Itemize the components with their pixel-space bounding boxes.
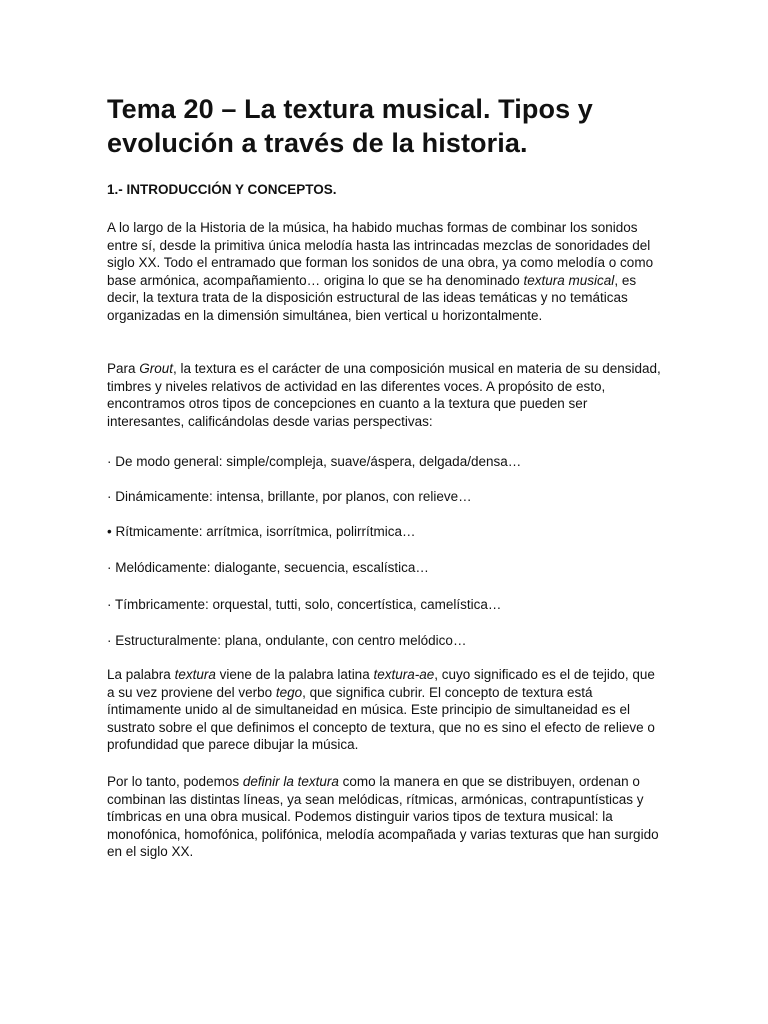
text-run: La palabra xyxy=(107,667,175,682)
text-run: A lo largo de la Historia de la música, ha habido muchas formas de combinar los sonidos entre sí, desde la primitiva única melodía hasta las intrincadas mezclas de sonoridades del siglo XX. Todo el entramado que forman los sonidos de una obra, ya como melodía o como base armónica, acompañamiento… origina lo que se ha denominado xyxy=(107,220,654,288)
paragraph-intro xyxy=(107,219,663,325)
list-item: • Rítmicamente: arrítmica, isorrítmica, polirrítmica… xyxy=(107,524,416,539)
paragraph-grout xyxy=(107,360,663,430)
list-item: · Dinámicamente: intensa, brillante, por planos, con relieve… xyxy=(107,489,472,504)
list-item: · Estructuralmente: plana, ondulante, con centro melódico… xyxy=(107,633,467,648)
italic-term: textura musical xyxy=(523,272,615,288)
document-body xyxy=(107,92,663,860)
text-run: , es decir, la textura trata de la disposición estructural de las ideas temáticas y no temáticas organizadas en la dimensión simultánea, bien vertical u horizontalmente. xyxy=(107,272,637,323)
document-title: Tema 20 – La textura musical. Tipos y evolución a través de la historia. xyxy=(107,94,593,158)
section-heading: 1.- INTRODUCCIÓN Y CONCEPTOS. xyxy=(107,182,337,197)
text-run: Para xyxy=(107,361,140,376)
paragraph-definition xyxy=(107,773,663,861)
text-run: como la manera en que se distribuyen, ordenan o combinan las distintas líneas, ya sean melódicas, rítmicas, armónicas, contrapuntísticas y tímbricas en una obra musical. Podemos distinguir varios tipos de textura musical: la monofónica, homofónica, polifónica, melodía acompañada y varias texturas que han surgido en el siglo XX. xyxy=(107,774,659,860)
list-item: · Melódicamente: dialogante, secuencia, escalística… xyxy=(107,560,429,575)
text-run: , cuyo significado es el de tejido, que a su vez proviene del verbo xyxy=(107,667,655,700)
italic-term: definir la textura xyxy=(242,774,339,789)
list-item: · De modo general: simple/compleja, suave/áspera, delgada/densa… xyxy=(107,454,522,469)
italic-term: textura xyxy=(174,667,216,682)
text-run: Por lo tanto, podemos xyxy=(107,774,243,789)
list-item: · Tímbricamente: orquestal, tutti, solo, concertística, camelística… xyxy=(107,597,502,612)
italic-term: Grout xyxy=(139,361,174,376)
text-run: , que significa cubrir. El concepto de textura está íntimamente unido al de simultaneidad en música. Este principio de simultaneidad es el sustrato sobre el que definimos el concepto de textura, que no es sino el efecto de relieve o profundidad que parece dibujar la música. xyxy=(107,684,655,753)
text-run: viene de la palabra latina xyxy=(215,667,374,682)
italic-term: tego xyxy=(275,684,303,700)
text-run: , la textura es el carácter de una composición musical en materia de su densidad, timbres y niveles relativos de actividad en las diferentes voces. A propósito de esto, encontramos otros tipos de concepciones en cuanto a la textura que pueden ser interesantes, calificándolas desde varias perspectivas: xyxy=(107,361,661,429)
italic-term: textura-ae xyxy=(373,667,435,682)
paragraph-etymology xyxy=(107,666,663,754)
